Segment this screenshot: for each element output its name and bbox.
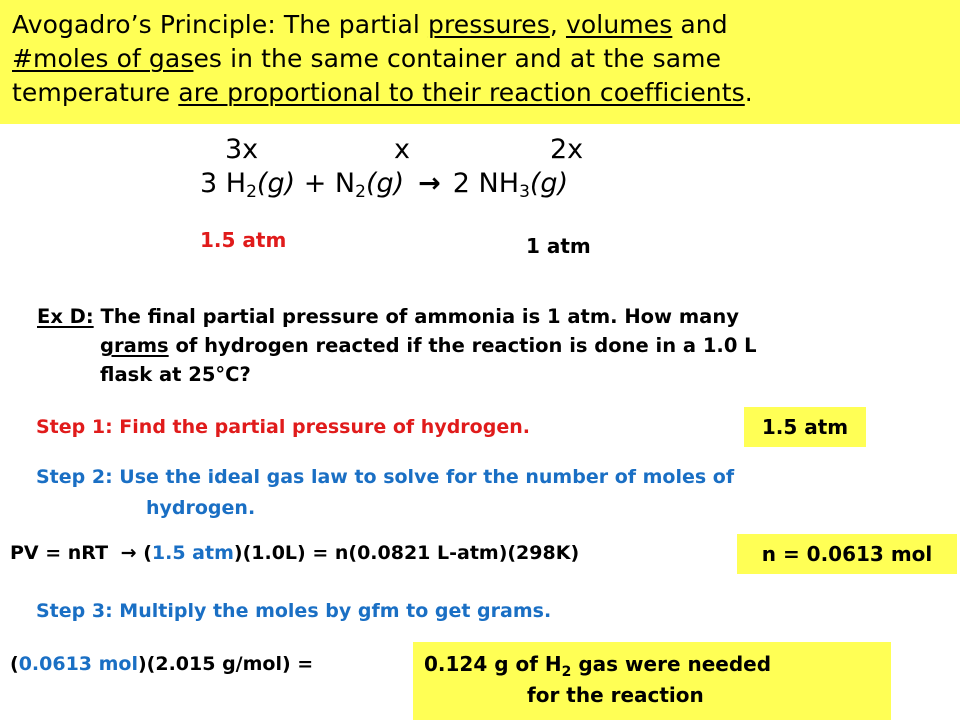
n2-subscript: 2 — [355, 182, 366, 202]
nh3-pressure: 1 atm — [526, 234, 591, 258]
moles-answer: n = 0.0613 mol — [737, 534, 957, 574]
plus-sign: + — [295, 168, 335, 199]
final-answer-text: gas were needed — [571, 652, 772, 676]
coef-nh3: 2x — [550, 134, 584, 165]
coef-n2: x — [394, 134, 410, 165]
pv-equation: PV = nRT — [10, 542, 109, 564]
underlined-grams: grams — [100, 334, 169, 357]
coef-h2: 3x — [225, 134, 259, 165]
h2-subscript: 2 — [246, 182, 257, 202]
chemical-equation — [200, 168, 569, 202]
h2-formula: 3 H — [200, 168, 247, 199]
question-line-3: flask at 25°C? — [100, 363, 251, 386]
principle-line-3 — [12, 76, 753, 110]
n2-state: (g) — [365, 168, 405, 199]
underlined-moles: #moles of gas — [12, 44, 194, 73]
nh3-subscript: 3 — [519, 182, 530, 202]
principle-text: . — [744, 78, 753, 107]
underlined-volumes: volumes — [565, 10, 673, 39]
example-label: Ex D: — [37, 305, 94, 328]
final-answer-line-1 — [424, 652, 771, 680]
step-2-line-2: hydrogen. — [146, 497, 256, 519]
question-line-1 — [37, 302, 739, 331]
question-line-2 — [100, 331, 757, 360]
underlined-pressures: pressures — [427, 10, 550, 39]
question-text: of hydrogen reacted if the reaction is done in a 1.0 L — [168, 334, 757, 357]
moles-value: 0.0613 mol — [18, 653, 138, 675]
mass-calculation — [10, 653, 313, 675]
principle-line-1 — [12, 8, 728, 42]
h2-state: (g) — [256, 168, 296, 199]
step-1-answer: 1.5 atm — [744, 407, 866, 447]
question-text: The final partial pressure of ammonia is 1 atm. How many — [100, 305, 739, 328]
step-3-text: Step 3: Multiply the moles by gfm to get grams. — [36, 600, 552, 622]
nh3-state: (g) — [529, 168, 569, 199]
underlined-proportional: are proportional to their reaction coefficients — [178, 78, 745, 107]
h2-pressure: 1.5 atm — [200, 228, 287, 252]
final-answer-line-2: for the reaction — [527, 683, 704, 707]
step-1-text: Step 1: Find the partial pressure of hydrogen. — [36, 416, 530, 438]
reaction-arrow-icon: → — [418, 168, 441, 199]
step-2-line-1: Step 2: Use the ideal gas law to solve for the number of moles of — [36, 466, 735, 488]
mass-rest: )(2.015 g/mol) = — [138, 653, 314, 675]
pv-rest: )(1.0L) = n(0.0821 L-atm)(298K) — [233, 542, 580, 564]
principle-text: and — [672, 10, 728, 39]
h2-subscript: 2 — [561, 664, 572, 680]
paren: ( — [10, 653, 19, 675]
final-answer-text: 0.124 g of H — [424, 652, 562, 676]
principle-text: temperature — [12, 78, 179, 107]
ideal-gas-calculation — [10, 542, 579, 564]
arrow-icon: → — [120, 542, 137, 564]
principle-text: Avogadro’s Principle: The partial — [12, 10, 428, 39]
paren: ( — [136, 542, 152, 564]
principle-text: , — [549, 10, 566, 39]
nh3-formula: 2 NH — [452, 168, 520, 199]
n2-formula: N — [334, 168, 356, 199]
pressure-value: 1.5 atm — [151, 542, 234, 564]
principle-line-2 — [12, 42, 721, 76]
principle-text: es in the same container and at the same — [193, 44, 722, 73]
